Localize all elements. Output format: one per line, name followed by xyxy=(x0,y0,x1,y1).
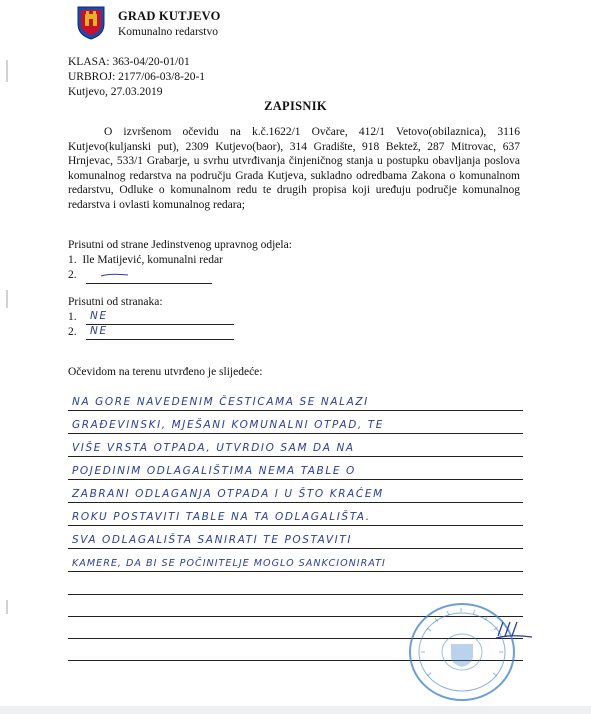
handwritten-text: POJEDINIM ODLAGALIŠTIMA NEMA TABLE O xyxy=(72,465,356,477)
organization-department: Komunalno redarstvo xyxy=(118,26,218,38)
handwritten-text: KAMERE, DA BI SE POČINITELJE MOGLO SANKCIONIRATI xyxy=(72,558,386,569)
handwritten-text: ZABRANI ODLAGANJA OTPADA I U ŠTO KRAĆEM xyxy=(72,488,384,500)
findings-line-8 xyxy=(68,549,523,572)
present-dept-label: Prisutni od strane Jedinstvenog upravnog odjela: xyxy=(68,239,292,251)
item-number: 2. xyxy=(68,269,77,281)
empty-line xyxy=(68,594,523,595)
item-number: 2. xyxy=(68,326,77,338)
present-parties-item-1 xyxy=(68,311,77,323)
scan-edge-mark xyxy=(6,60,8,82)
handwritten-text: GRAĐEVINSKI, MJEŠANI KOMUNALNI OTPAD, TE xyxy=(72,419,385,431)
findings-line-5 xyxy=(68,480,523,503)
findings-line-6 xyxy=(68,503,523,526)
present-parties-item-2 xyxy=(68,326,77,338)
item-text: Ile Matijević, komunalni redar xyxy=(82,254,223,266)
coat-of-arms-icon xyxy=(76,4,106,40)
document-title: ZAPISNIK xyxy=(264,99,327,113)
findings-line-4 xyxy=(68,457,523,480)
blank-line xyxy=(86,339,234,340)
handwritten-text: VIŠE VRSTA OTPADA, UTVRDIO SAM DA NA xyxy=(72,442,355,454)
handwritten-text: NA GORE NAVEDENIM ČESTICAMA SE NALAZI xyxy=(72,396,369,408)
handwritten-text: ROKU POSTAVITI TABLE NA TA ODLAGALIŠTA. xyxy=(72,511,371,523)
scan-edge-mark xyxy=(6,290,8,308)
urbroj-line: URBROJ: 2177/06-03/8-20-1 xyxy=(68,71,206,83)
klasa-line: KLASA: 363-04/20-01/01 xyxy=(68,56,190,68)
present-dept-item-2 xyxy=(68,269,77,281)
findings-line-7 xyxy=(68,526,523,549)
findings-line-1 xyxy=(68,388,523,411)
blank-line xyxy=(86,324,234,325)
place-date-line: Kutjevo, 27.03.2019 xyxy=(68,86,163,98)
organization-name: GRAD KUTJEVO xyxy=(118,9,221,23)
signature-icon xyxy=(494,616,534,642)
pen-stroke-mark xyxy=(100,272,130,278)
intro-paragraph: O izvršenom očevidu na k.č.1622/1 Ovčare, 412/1 Vetovo(obilaznica), 3116 Kutjevo(kuljanski put), 2309 Kutjevo(baor), 314 Gradište, 918 Bektež, 287 Mitrovac, 637 Hrnjevac, 533/1 Grabarje, u svrhu utvrđivanja činjeničnog stanja u postupku obavljanja poslova komunalnog redarstva na području Grada Kutjeva, sukladno odredbama Zakona o komunalnom redarstvu, Odluke o komunalnom redu te drugih propisa koji uređuju područje komunalnog redarstva i ovlasti komunalnog redara; xyxy=(68,126,520,211)
findings-line-3 xyxy=(68,434,523,457)
findings-line-2 xyxy=(68,411,523,434)
present-parties-label: Prisutni od stranaka: xyxy=(68,296,163,308)
scan-bottom-edge xyxy=(0,706,591,714)
handwritten-ne-1: NE xyxy=(90,310,108,322)
scan-edge-mark xyxy=(6,600,8,614)
item-number: 1. xyxy=(68,311,77,323)
handwritten-ne-2: NE xyxy=(90,325,108,337)
present-dept-item-1 xyxy=(68,254,223,266)
blank-line xyxy=(86,283,212,284)
item-number: 1. xyxy=(68,254,77,266)
findings-label: Očevidom na terenu utvrđeno je slijedeće: xyxy=(68,366,263,378)
handwritten-text: SVA ODLAGALIŠTA SANIRATI TE POSTAVITI xyxy=(72,534,353,546)
